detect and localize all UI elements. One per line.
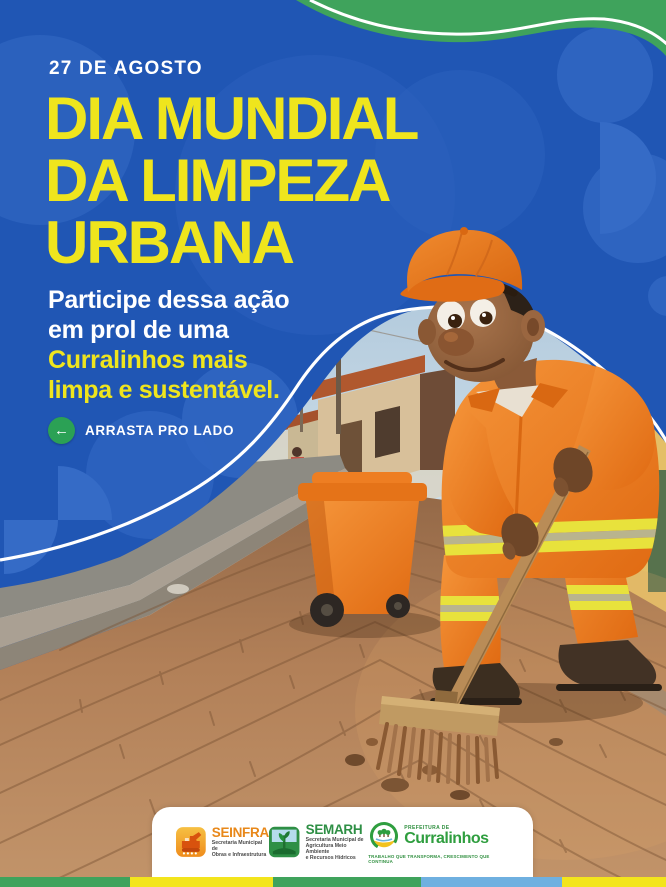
prefeitura-logo: [368, 820, 509, 864]
seinfra-dept-line1: Secretaria Municipal de: [211, 839, 263, 852]
stripe-green-1: [0, 877, 130, 887]
message-line-3: Curralinhos mais: [48, 346, 248, 374]
footer-logo-card: [152, 807, 533, 877]
prefeitura-tagline: TRABALHO QUE TRANSFORMA, CRESCIMENTO QUE CONTINUA: [368, 854, 490, 864]
prefeitura-name: Curralinhos: [404, 830, 489, 847]
semarh-dept-line3: e Recursos Hídricos: [305, 855, 356, 862]
seinfra-excavator-icon: [176, 827, 206, 857]
prefeitura-header: PREFEITURA DE: [404, 825, 450, 831]
stripe-yellow-2: [562, 877, 666, 887]
arrow-left-icon: ←: [48, 417, 75, 444]
swipe-cta-button[interactable]: [48, 417, 234, 444]
poster-message: [48, 285, 289, 405]
seinfra-logo: [176, 826, 269, 859]
swipe-cta-label: ARRASTA PRO LADO: [85, 423, 235, 438]
message-line-4: limpa e sustentável.: [48, 376, 280, 404]
semarh-dept-line2: Agricultura Meio Ambiente: [305, 842, 347, 855]
title-line-1: DIA MUNDIAL: [45, 85, 418, 152]
message-line-1: Participe dessa ação: [48, 286, 290, 314]
semarh-logo: [269, 823, 368, 862]
stripe-blue: [421, 877, 562, 887]
poster-title: [45, 85, 418, 276]
semarh-plant-icon: [269, 826, 299, 858]
title-line-2: DA LIMPEZA: [45, 147, 390, 214]
seinfra-name: SEINFRA: [211, 824, 269, 840]
seinfra-dept-line2: Obras e Infraestrutura: [211, 852, 267, 859]
message-line-2: em prol de uma: [48, 316, 229, 344]
stripe-yellow-1: [130, 877, 273, 887]
date-label: 27 DE AGOSTO: [49, 58, 203, 79]
semarh-name: SEMARH: [305, 821, 363, 837]
bottom-color-stripes: [0, 877, 666, 887]
prefeitura-emblem-icon: [368, 820, 400, 852]
title-line-3: URBANA: [45, 209, 293, 276]
semarh-dept-line1: Secretaria Municipal de: [305, 836, 364, 843]
stripe-green-2: [273, 877, 421, 887]
